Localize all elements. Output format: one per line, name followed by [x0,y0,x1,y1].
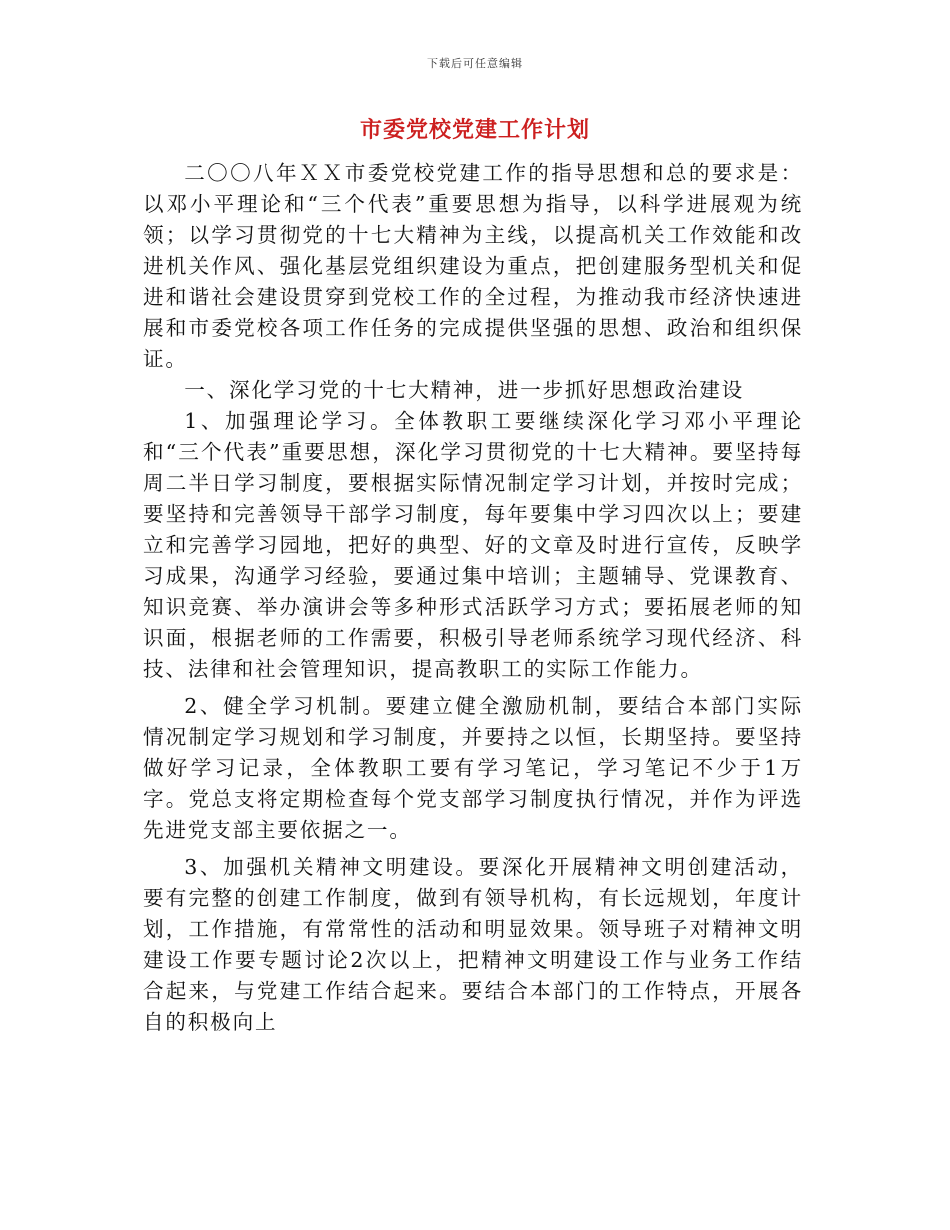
document-title: 市委党校党建工作计划 [359,117,590,143]
paragraph-item-2: 2、健全学习机制。要建立健全激励机制，要结合本部门实际情况制定学习规划和学习制度，并要持之以恒，长期坚持。要坚持做好学习记录，全体教职工要有学习笔记，学习笔记不少于1万字。党总支将定期检查每个党支部学习制度执行情况，并作为评选先进党支部主要依据之一。 [143,694,803,842]
section-heading-1: 一、深化学习党的十七大精神，进一步抓好思想政治建设 [184,378,745,402]
header-note: 下载后可任意编辑 [427,57,523,70]
paragraph-item-3: 3、加强机关精神文明建设。要深化开展精神文明创建活动，要有完整的创建工作制度，做到有领导机构，有长远规划，年度计划，工作措施，有常常性的活动和明显效果。领导班子对精神文明建设工作要专题讨论2次以上，把精神文明建设工作与业务工作结合起来，与党建工作结合起来。要结合本部门的工作特点，开展各自的积极向上 [143,855,803,1034]
paragraph-item-1: 1、加强理论学习。全体教职工要继续深化学习邓小平理论和“三个代表”重要思想，深化学习贯彻党的十七大精神。要坚持每周二半日学习制度，要根据实际情况制定学习计划，并按时完成；要坚持和完善领导干部学习制度，每年要集中学习四次以上；要建立和完善学习园地，把好的典型、好的文章及时进行宣传，反映学习成果，沟通学习经验，要通过集中培训；主题辅导、党课教育、知识竞赛、举办演讲会等多种形式活跃学习方式；要拓展老师的知识面，根据老师的工作需要，积极引导老师系统学习现代经济、科技、法律和社会管理知识，提高教职工的实际工作能力。 [143,409,803,681]
paragraph-intro: 二〇〇八年ＸＸ市委党校党建工作的指导思想和总的要求是：以邓小平理论和“三个代表”重要思想为指导，以科学进展观为统领；以学习贯彻党的十七大精神为主线，以提高机关工作效能和改进机关作风、强化基层党组织建设为重点，把创建服务型机关和促进和谐社会建设贯穿到党校工作的全过程，为推动我市经济快速进展和市委党校各项工作任务的完成提供坚强的思想、政治和组织保证。 [143,161,803,371]
document-body [143,158,803,1038]
